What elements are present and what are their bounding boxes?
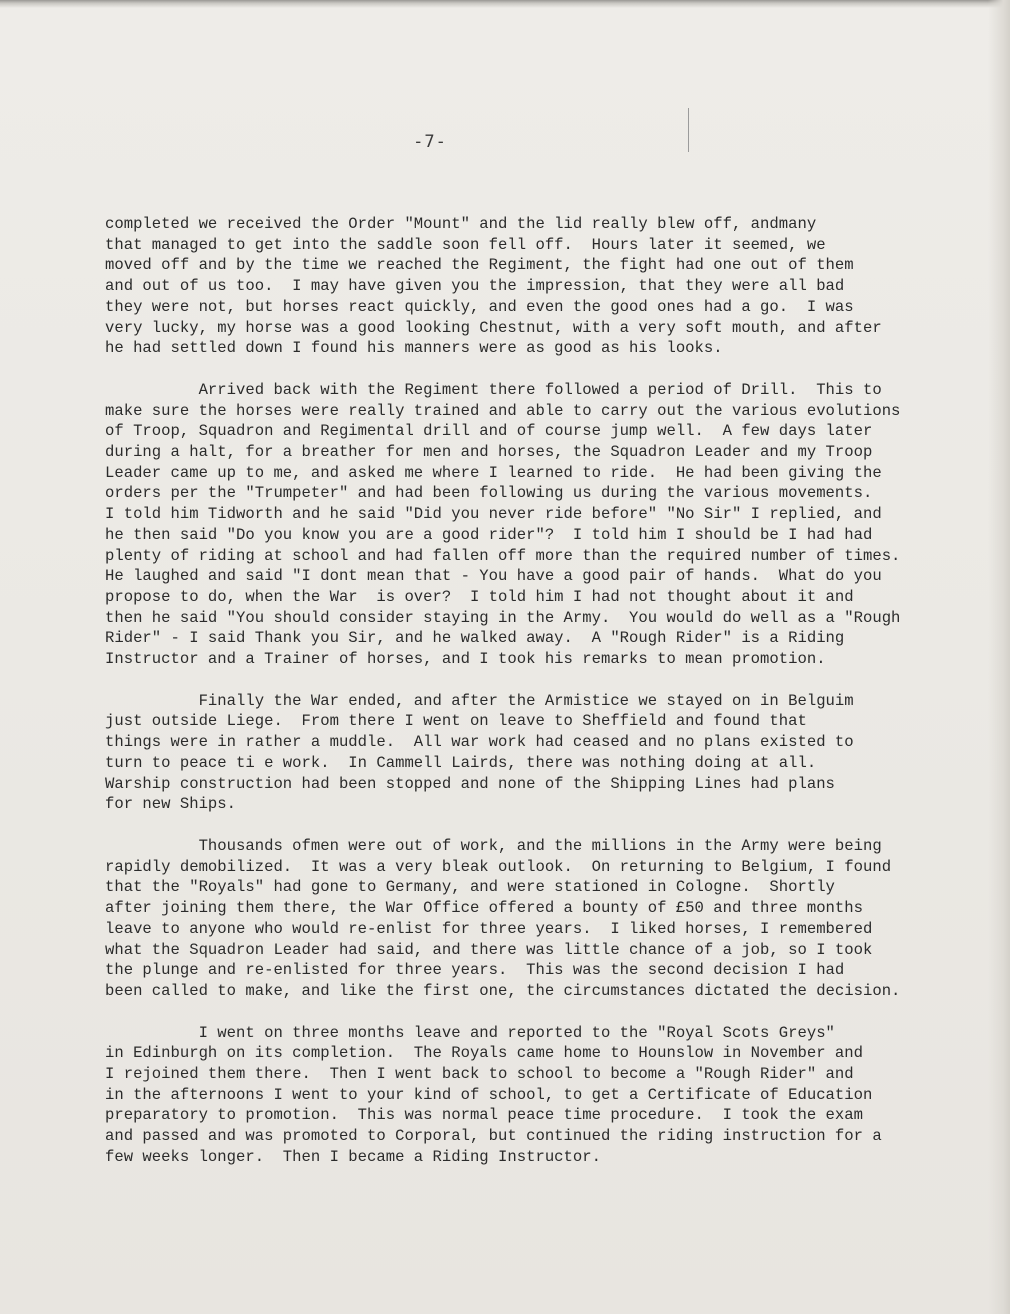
text-line: preparatory to promotion. This was normal peace time procedure. I took the exam [105, 1106, 863, 1125]
text-line: Finally the War ended, and after the Armistice we stayed on in Belguim [105, 691, 854, 710]
text-line: that the "Royals" had gone to Germany, and were stationed in Cologne. Shortly [105, 878, 835, 897]
text-line: Rider" - I said Thank you Sir, and he walked away. A "Rough Rider" is a Riding [105, 629, 845, 648]
text-line: the plunge and re-enlisted for three years. This was the second decision I had [105, 961, 845, 980]
text-line: after joining them there, the War Office offered a bounty of £50 and three months [105, 899, 863, 918]
text-line: they were not, but horses react quickly, and even the good ones had a go. I was [105, 297, 854, 316]
text-line: leave to anyone who would re-enlist for three years. I liked horses, I remembered [105, 919, 873, 938]
paragraph [105, 1023, 985, 1168]
text-line: turn to peace ti e work. In Cammell Lairds, there was nothing doing at all. [105, 753, 817, 772]
text-line: what the Squadron Leader had said, and there was little chance of a job, so I took [105, 940, 873, 959]
text-line: Warship construction had been stopped and none of the Shipping Lines had plans [105, 774, 835, 793]
text-line: for new Ships. [105, 795, 237, 814]
text-line: that managed to get into the saddle soon fell off. Hours later it seemed, we [105, 235, 826, 254]
text-line: of Troop, Squadron and Regimental drill and of course jump well. A few days later [105, 422, 873, 441]
paragraph [105, 214, 985, 359]
text-line: things were in rather a muddle. All war work had ceased and no plans existed to [105, 733, 854, 752]
text-line: few weeks longer. Then I became a Riding Instructor. [105, 1147, 601, 1166]
text-line: and out of us too. I may have given you the impression, that they were all bad [105, 277, 845, 296]
text-line: just outside Liege. From there I went on leave to Sheffield and found that [105, 712, 807, 731]
paper-right-edge [988, 0, 1010, 1314]
text-line: rapidly demobilized. It was a very bleak outlook. On returning to Belgium, I found [105, 857, 892, 876]
text-line: then he said "You should consider staying in the Army. You would do well as a "Rough [105, 608, 901, 627]
text-line: propose to do, when the War is over? I told him I had not thought about it and [105, 587, 854, 606]
pencil-mark [688, 108, 689, 152]
text-line: I told him Tidworth and he said "Did you never ride before" "No Sir" I replied, and [105, 505, 882, 524]
text-line: make sure the horses were really trained and able to carry out the various evolutions [105, 401, 901, 420]
text-line: in the afternoons I went to your kind of school, to get a Certificate of Education [105, 1085, 873, 1104]
text-line: plenty of riding at school and had fallen off more than the required number of times. [105, 546, 901, 565]
paragraph [105, 691, 985, 815]
text-line: very lucky, my horse was a good looking Chestnut, with a very soft mouth, and after [105, 318, 882, 337]
text-line: moved off and by the time we reached the Regiment, the fight had one out of them [105, 256, 854, 275]
text-line: been called to make, and like the first one, the circumstances dictated the decision. [105, 981, 901, 1000]
body-text [105, 214, 985, 1189]
text-line: Leader came up to me, and asked me where I learned to ride. He had been giving the [105, 463, 882, 482]
page-number: -7- [413, 132, 447, 152]
text-line: orders per the "Trumpeter" and had been following us during the various movements. [105, 484, 873, 503]
text-line: Instructor and a Trainer of horses, and I took his remarks to mean promotion. [105, 650, 826, 669]
text-line: completed we received the Order "Mount" and the lid really blew off, andmany [105, 215, 817, 233]
text-line: Thousands ofmen were out of work, and the millions in the Army were being [105, 836, 882, 855]
paragraph [105, 380, 985, 670]
text-line: I rejoined them there. Then I went back to school to become a "Rough Rider" and [105, 1065, 854, 1084]
paragraph [105, 836, 985, 1002]
text-line: He laughed and said "I dont mean that - You have a good pair of hands. What do you [105, 567, 882, 586]
text-line: he had settled down I found his manners were as good as his looks. [105, 339, 723, 358]
text-line: in Edinburgh on its completion. The Royals came home to Hounslow in November and [105, 1044, 863, 1063]
paper-top-edge [0, 0, 1010, 8]
text-line: he then said "Do you know you are a good rider"? I told him I should be I had had [105, 525, 873, 544]
text-line: and passed and was promoted to Corporal, but continued the riding instruction for a [105, 1127, 882, 1146]
text-line: during a halt, for a breather for men and horses, the Squadron Leader and my Troop [105, 443, 873, 462]
text-line: Arrived back with the Regiment there followed a period of Drill. This to [105, 380, 882, 399]
text-line: I went on three months leave and reported to the "Royal Scots Greys" [105, 1023, 835, 1042]
